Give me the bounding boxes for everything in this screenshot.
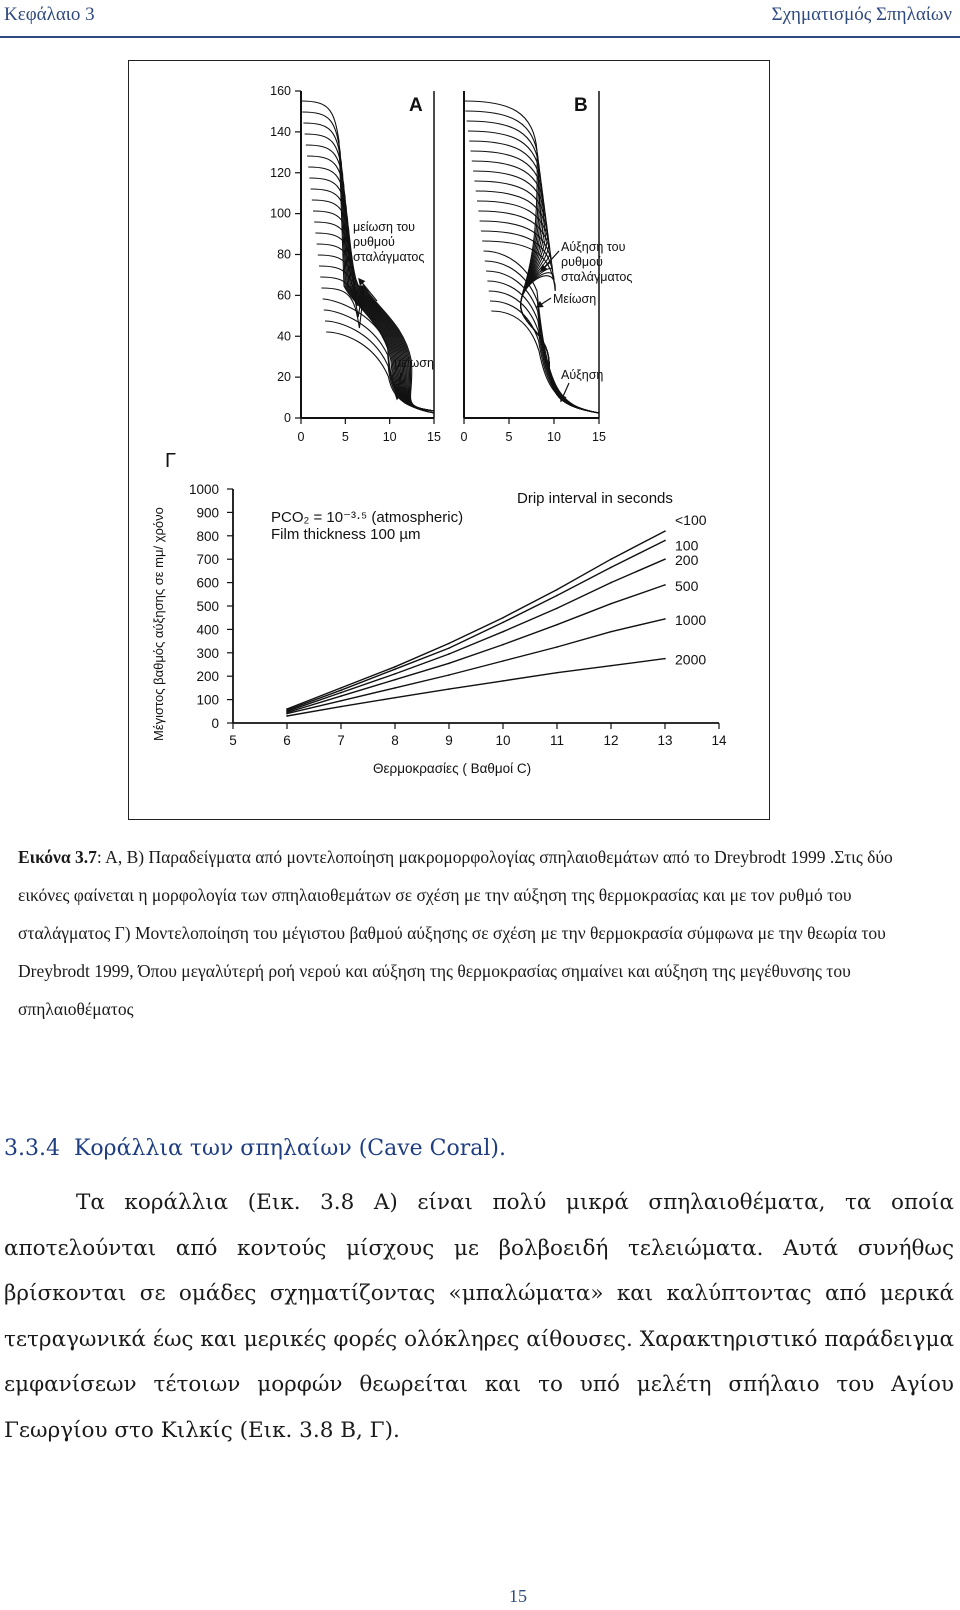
series-point <box>502 660 504 662</box>
panel-a-letter: A <box>409 95 423 116</box>
x-tick-label: 9 <box>445 733 453 748</box>
series-point <box>448 653 450 655</box>
header-rule <box>0 36 960 38</box>
panel-b <box>461 91 633 444</box>
y-tick-label: 160 <box>270 84 291 98</box>
x-tick-label: 8 <box>391 733 399 748</box>
x-tick-label: 14 <box>711 733 727 748</box>
series-point <box>610 631 612 633</box>
chart-x-axis-label: Θερμοκρασίες ( Βαθμοί C) <box>373 761 532 776</box>
series-point <box>556 672 558 674</box>
y-tick-label: 400 <box>196 622 219 638</box>
series-point <box>664 540 666 542</box>
page-header <box>0 0 960 40</box>
series-point <box>502 644 504 646</box>
series-point <box>556 589 558 591</box>
series-point <box>394 666 396 668</box>
chart-legend <box>675 512 707 668</box>
series-point <box>448 688 450 690</box>
series-line-4 <box>287 585 665 713</box>
series-point <box>502 617 504 619</box>
y-tick-label: 1000 <box>188 482 219 497</box>
series-line-1 <box>287 531 665 709</box>
figure-graphic <box>129 61 769 819</box>
x-tick-label: 0 <box>297 430 305 444</box>
series-point <box>664 530 666 532</box>
series-point <box>610 665 612 667</box>
x-tick-label: 15 <box>592 430 606 444</box>
y-tick-label: 300 <box>196 645 219 661</box>
profile-curve <box>317 244 434 411</box>
y-tick-label: 0 <box>284 411 291 425</box>
series-point <box>610 558 612 560</box>
profile-curve <box>308 167 434 411</box>
x-tick-label: 13 <box>657 733 673 748</box>
profile-curve <box>326 332 434 413</box>
caption-label: Εικόνα 3.7 <box>18 847 97 867</box>
series-point <box>610 567 612 569</box>
profile-curve <box>320 277 434 411</box>
x-tick-label: 5 <box>229 733 237 748</box>
series-point <box>556 624 558 626</box>
y-tick-label: 140 <box>270 124 291 139</box>
y-tick-label: 900 <box>196 505 219 521</box>
series-label-2: 100 <box>675 537 699 554</box>
x-tick-label: 5 <box>505 430 513 444</box>
series-point <box>340 700 342 702</box>
series-point <box>286 715 288 717</box>
series-point <box>556 646 558 648</box>
section-number: 3.3.4 <box>4 1136 60 1161</box>
series-point <box>502 622 504 624</box>
page-number: 15 <box>509 1586 527 1606</box>
x-tick-label: 10 <box>547 430 561 444</box>
series-point <box>340 695 342 697</box>
series-point <box>556 595 558 597</box>
series-point <box>394 679 396 681</box>
series-point <box>448 674 450 676</box>
panel-a-y-ticks <box>270 84 301 425</box>
series-point <box>448 647 450 649</box>
series-point <box>502 631 504 633</box>
series-point <box>664 618 666 620</box>
y-tick-label: 120 <box>270 165 291 180</box>
x-tick-label: 10 <box>495 733 511 748</box>
panel-g <box>151 450 727 776</box>
panel-b-note-top-3: σταλάγματος <box>561 270 633 284</box>
series-point <box>394 673 396 675</box>
series-label-3: 200 <box>675 552 699 569</box>
figure-caption <box>18 838 946 1028</box>
series-point <box>340 687 342 689</box>
panel-b-x-ticks <box>461 418 606 444</box>
series-point <box>664 584 666 586</box>
series-point <box>502 680 504 682</box>
series-label-6: 2000 <box>675 651 707 668</box>
y-tick-label: 800 <box>196 528 219 544</box>
pco2-label: PCO₂ = 10⁻³·⁵ (atmospheric) <box>271 509 464 526</box>
body-paragraph <box>4 1180 954 1453</box>
panel-a-x-ticks <box>298 418 441 444</box>
x-tick-label: 6 <box>283 733 291 748</box>
series-point <box>340 689 342 691</box>
x-tick-label: 12 <box>603 733 619 748</box>
y-tick-label: 60 <box>277 288 291 303</box>
x-tick-label: 0 <box>460 430 468 444</box>
panel-a-note-bottom: μείωση <box>394 356 434 370</box>
panel-g-y-axis-label: Μέγιστος βαθμός αύξησης σε mμ/ χρόνο <box>151 507 166 741</box>
series-point <box>610 603 612 605</box>
series-point <box>610 582 612 584</box>
panel-g-letter: Γ <box>165 450 177 472</box>
series-point <box>556 608 558 610</box>
chart-x-ticks <box>229 723 727 748</box>
panel-a <box>270 84 441 444</box>
y-tick-label: 20 <box>277 370 291 385</box>
series-point <box>664 658 666 660</box>
panel-b-note-bottom: Αύξηση <box>561 368 604 382</box>
section-title: Κοράλλια των σπηλαίων (Cave Coral). <box>74 1136 506 1161</box>
series-point <box>394 668 396 670</box>
series-point <box>448 663 450 665</box>
profile-curve <box>306 145 434 411</box>
chapter-label: Κεφάλαιο 3 <box>4 4 95 25</box>
caption-text: : Α, Β) Παραδείγματα από μοντελοποίηση μακρομορφολογίας σπηλαιοθεμάτων από το Dreybrodt 1999 .Στις δύο εικόνες φαίνεται η μορφολογία των σπηλαιοθεμάτων σε σχέση με την αύξηση της θερμοκρασίας και με τον ρυθμό του σταλάγματος Γ) Μοντελοποίηση του μέγιστου βαθμού αύξησης σε σχέση με την θερμοκρασία σύμφωνα με την θεωρία του Dreybrodt 1999, Όπου μεγαλύτερή ροή νερού και αύξηση της θερμοκρασίας σημαίνει και αύξηση της μεγέθυνσης του σπηλαιοθέματος <box>18 847 893 1019</box>
film-thickness-label: Film thickness 100 µm <box>271 526 421 543</box>
series-point <box>664 558 666 560</box>
y-tick-label: 100 <box>196 692 219 708</box>
series-label-1: <100 <box>675 512 707 529</box>
legend-title: Drip interval in seconds <box>517 490 673 507</box>
x-tick-label: 11 <box>549 733 565 748</box>
series-label-5: 1000 <box>675 611 707 628</box>
panel-a-note-top-2: ρυθμού <box>353 235 395 249</box>
y-tick-label: 500 <box>196 599 219 614</box>
profile-curve <box>319 266 434 411</box>
series-point <box>286 713 288 715</box>
series-label-4: 500 <box>675 577 699 594</box>
panel-a-note-top-3: σταλάγματος <box>353 250 425 264</box>
series-point <box>394 697 396 699</box>
x-tick-label: 10 <box>382 430 397 444</box>
chapter-title: Σχηματισμός Σπηλαίων <box>771 4 952 25</box>
series-point <box>340 706 342 708</box>
x-tick-label: 7 <box>337 733 345 748</box>
y-tick-label: 80 <box>277 247 291 262</box>
y-tick-label: 600 <box>196 575 219 591</box>
y-tick-label: 0 <box>211 716 219 731</box>
x-tick-label: 15 <box>427 430 441 444</box>
panel-b-note-top-2: ρυθμού <box>561 255 603 269</box>
panel-a-note-top-1: μείωση του <box>353 220 415 234</box>
panel-b-letter: B <box>574 95 588 116</box>
y-tick-label: 40 <box>277 329 291 344</box>
y-tick-label: 200 <box>196 669 219 685</box>
y-tick-label: 100 <box>270 206 291 221</box>
chart-series <box>286 530 666 716</box>
figure-3-7 <box>128 60 770 820</box>
x-tick-label: 5 <box>341 430 349 444</box>
series-point <box>394 687 396 689</box>
panel-b-note-top-1: Αύξηση του <box>561 240 626 254</box>
panel-b-note-mid: Μείωση <box>553 292 597 306</box>
series-point <box>448 643 450 645</box>
y-tick-label: 700 <box>196 552 219 568</box>
paragraph-text: Τα κοράλλια (Εικ. 3.8 Α) είναι πολύ μικρά σπηλαιοθέματα, τα οποία αποτελούνται από κοντούς μίσχους με βολβοειδή τελειώματα. Αυτά συνήθως βρίσκονται σε ομάδες σχηματίζοντας «μπαλώματα» και καλύπτοντας από μερικά τετραγωνικά έως και μερικές φορές ολόκληρες αίθουσες. Χαρακτηριστικό παράδειγμα εμφανίσεων τέτοιων μορφών θεωρείται και το υπό μελέτη σπήλαιο του Αγίου Γεωργίου στο Κιλκίς (Εικ. 3.8 Β, Γ). <box>4 1190 954 1443</box>
section-heading <box>4 1136 506 1161</box>
chart-y-ticks <box>189 482 233 731</box>
profile-curve <box>307 156 434 411</box>
series-point <box>340 692 342 694</box>
panel-b-arrow-mid <box>537 298 551 307</box>
